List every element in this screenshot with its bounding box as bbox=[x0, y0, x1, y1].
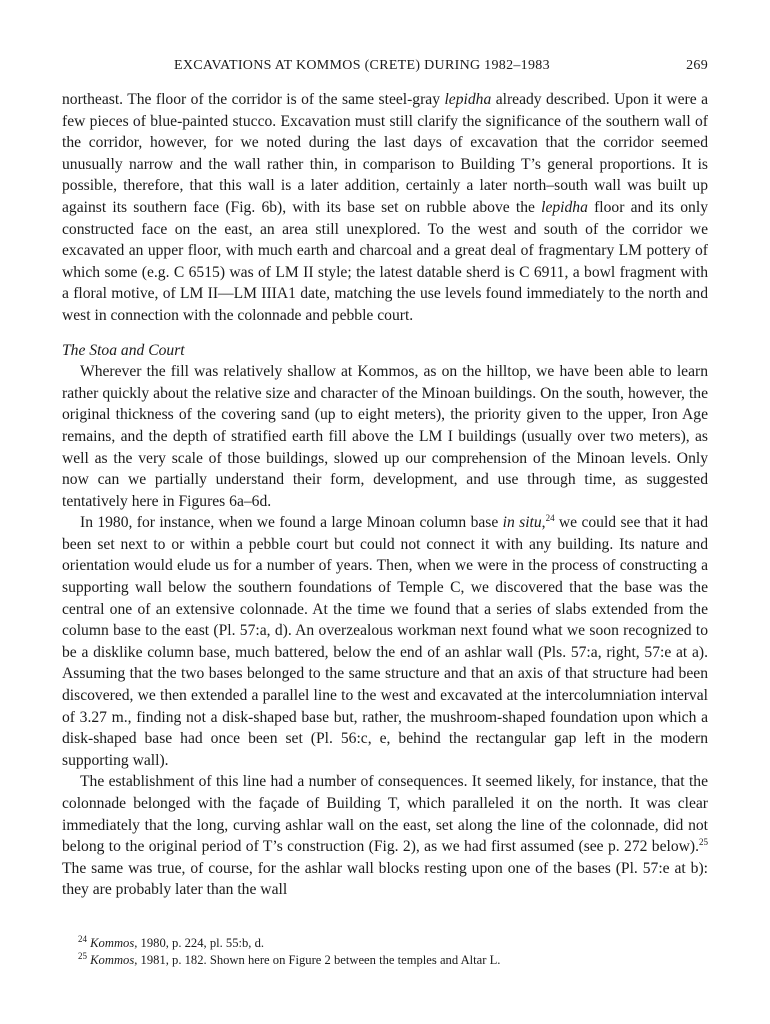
paragraph-column-base: In 1980, for instance, when we found a large Minoan column base in situ,$^{24}$ we could see that it had been set next to or within a pebble court but could not connect it with any building. Its nature and orientation would elude us for a number of years. Then, when we were in the process of constructing a supporting wall below the southern foundations of Temple C, we discovered that the base was the central one of an extensive colonnade. At the time we found that a series of slabs extended from the column base to the east (Pl. 57:a, d). An overzealous workman next found what we soon recognized to be a disklike column base, much battered, below the end of an ashlar wall (Pls. 57:a, right, 57:e at a). Assuming that the two bases belonged to the same structure and that an axis of that structure had been discovered, we then extended a parallel line to the west and excavated at the intercolumniation interval of 3.27 m., finding not a disk-shaped base but, rather, the mushroom-shaped foundation upon which a disk-shaped base had once been set (Pl. 56:c, e, behind the rectangular gap left in the modern supporting wall). bbox=[62, 513, 708, 769]
section-heading: The Stoa and Court bbox=[62, 341, 185, 359]
paragraph-stoa-intro: Wherever the fill was relatively shallow at Kommos, as on the hilltop, we have been able to learn rather quickly about the relative size and character of the Minoan buildings. On the south, however, the original thickness of the covering sand (up to eight meters), the priority given to the upper, Iron Age remains, and the depth of stratified earth fill above the LM I buildings (usually over two meters), as well as the very scale of those buildings, slowed up our comprehension of the Minoan levels. Only now can we partially understand their form, development, and use through time, as suggested tentatively here in Figures 6a–6d. bbox=[62, 363, 708, 510]
term-lepidha: lepidha bbox=[444, 91, 492, 108]
body-text bbox=[62, 89, 708, 901]
footnote-25: $^{25}$ Kommos, 1981, p. 182. Shown here on Figure 2 between the temples and Altar L. bbox=[78, 950, 501, 967]
page-header bbox=[62, 58, 708, 80]
footnote-ref-24[interactable]: 24 bbox=[545, 513, 555, 524]
paragraph-corridor: northeast. The floor of the corridor is of the same steel-gray lepidha already described. Upon it were a few pieces of blue-painted stucco. Excavation must still clarify the significance of the southern wall of the corridor, however, for we noted during the last days of excavation that the corridor seemed unusually narrow and the wall rather thin, in comparison to Building T’s general proportions. It is possible, therefore, that this wall is a later addition, certainly a later north–south wall was built up against its southern face (Fig. 6b), with its base set on rubble above the lepidha floor and its only constructed face on the east, an area still unexplored. To the west and south of the corridor we excavated an upper floor, with much earth and charcoal and a great deal of fragmentary LM pottery of which some (e.g. C 6515) was of LM II style; the latest datable sherd is C 6911, a bowl fragment with a floral motive, of LM II—LM IIIA1 date, matching the use levels found immediately to the north and west in connection with the colonnade and pebble court. bbox=[62, 91, 708, 324]
footnotes bbox=[62, 935, 708, 969]
footnote-ref-25[interactable]: 25 bbox=[699, 837, 708, 847]
term-lepidha: lepidha bbox=[541, 198, 588, 216]
running-title: EXCAVATIONS AT KOMMOS (CRETE) DURING 1982–1983 bbox=[174, 58, 550, 73]
footnote-24: $^{24}$ Kommos, 1980, p. 224, pl. 55:b, d. bbox=[78, 933, 265, 950]
footnote-number: 24 bbox=[78, 933, 87, 944]
footnote-title: Kommos bbox=[90, 953, 135, 967]
footnote-title: Kommos bbox=[90, 936, 135, 950]
term-in-situ: in situ bbox=[502, 514, 542, 532]
footnote-number: 25 bbox=[78, 950, 87, 961]
paragraph-consequences: The establishment of this line had a number of consequences. It seemed likely, for instance, that the colonnade belonged with the façade of Building T, which paralleled it on the north. It was clear immediately that the long, curving ashlar wall on the east, set along the line of the colonnade, did not belong to the original period of T’s construction (Fig. 2), as we had first assumed (see p. 272 below).$^{25}$ The same was true, of course, for the ashlar wall blocks resting upon one of the bases (Pl. 57:e at b): they are probably later than the wall bbox=[62, 773, 708, 899]
page-number: 269 bbox=[686, 58, 708, 73]
